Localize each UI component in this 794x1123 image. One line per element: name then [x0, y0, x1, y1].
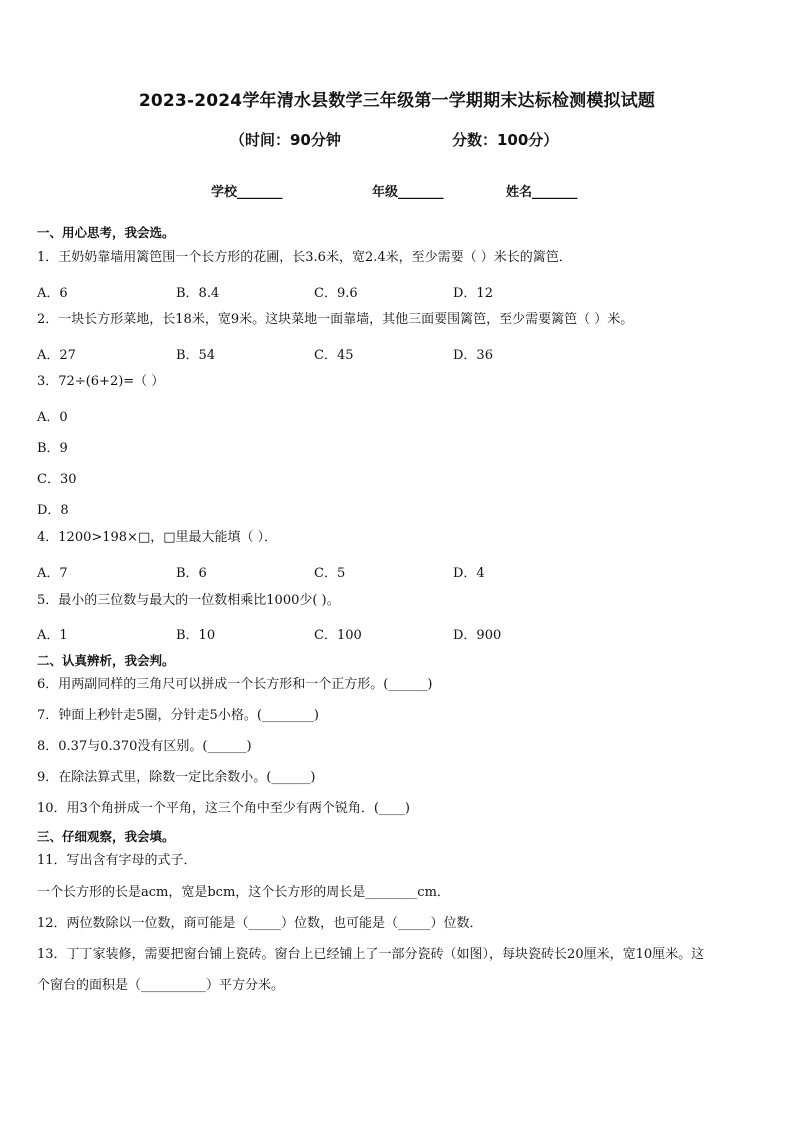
q2-option-c: C．45	[314, 348, 354, 363]
q3-option-c: C．30	[37, 472, 77, 487]
page-title: 2023-2024学年清水县数学三年级第一学期期末达标检测模拟试题	[138, 91, 656, 111]
question-1: 1．王奶奶靠墙用篱笆围一个长方形的花圃，长3.6米，宽2.4米，至少需要（ ）米长的篱笆．	[37, 250, 572, 265]
question-8: 8．0.37与0.370没有区别。(______)	[37, 739, 252, 754]
question-11-line-2: 一个长方形的长是acm，宽是bcm，这个长方形的周长是________cm．	[37, 885, 450, 900]
q4-option-c: C．5	[314, 566, 346, 581]
question-10: 10．用3个角拼成一个平角，这三个角中至少有两个锐角．(____)	[37, 801, 410, 816]
q5-option-a: A．1	[37, 628, 68, 643]
question-9: 9．在除法算式里，除数一定比余数小。(______)	[37, 770, 316, 785]
q4-option-a: A．7	[37, 566, 68, 581]
section-heading-2: 二、认真辨析，我会判。	[37, 653, 175, 668]
question-5: 5．最小的三位数与最大的一位数相乘比1000少( )。	[37, 593, 340, 608]
question-2: 2．一块长方形菜地，长18米，宽9米。这块菜地一面靠墙，其他三面要围篱笆，至少需要篱笆（ ）米。	[37, 312, 634, 327]
q3-option-d: D．8	[37, 503, 69, 518]
q2-option-d: D．36	[453, 348, 493, 363]
q5-option-b: B．10	[176, 628, 216, 643]
q4-option-b: B．6	[176, 566, 207, 581]
section-heading-1: 一、用心思考，我会选。	[37, 225, 175, 240]
q3-option-a: A．0	[37, 410, 68, 425]
q5-option-d: D．900	[453, 628, 502, 643]
question-12: 12．两位数除以一位数，商可能是（_____）位数，也可能是（_____）位数．	[37, 916, 483, 931]
name-field: 姓名_______	[506, 185, 578, 200]
q1-option-c: C．9.6	[314, 286, 358, 301]
exam-time: （时间：90分钟	[230, 131, 341, 149]
q1-option-a: A．6	[37, 286, 68, 301]
question-4: 4．1200>198×□，□里最大能填（ ）．	[37, 530, 278, 545]
q4-option-d: D．4	[453, 566, 485, 581]
question-13: 13．丁丁家装修，需要把窗台铺上瓷砖。窗台上已经铺上了一部分瓷砖（如图），每块瓷砖长20厘米，宽10厘米。这	[37, 947, 705, 962]
q2-option-b: B．54	[176, 348, 216, 363]
question-6: 6．用两副同样的三角尺可以拼成一个长方形和一个正方形。(______)	[37, 677, 433, 692]
exam-score: 分数：100分）	[452, 131, 559, 149]
q5-option-c: C．100	[314, 628, 362, 643]
school-field: 学校_______	[211, 185, 283, 200]
q1-option-d: D．12	[453, 286, 493, 301]
question-3: 3．72÷(6+2)=（ ）	[37, 374, 165, 389]
question-13-line-2: 个窗台的面积是（__________）平方分米。	[37, 978, 285, 993]
question-7: 7．钟面上秒针走5圈，分针走5小格。(________)	[37, 708, 319, 723]
q1-option-b: B．8.4	[176, 286, 220, 301]
q2-option-a: A．27	[37, 348, 76, 363]
q3-option-b: B．9	[37, 441, 68, 456]
question-11: 11．写出含有字母的式子．	[37, 853, 197, 868]
section-heading-3: 三、仔细观察，我会填。	[37, 829, 175, 844]
grade-field: 年级_______	[372, 185, 444, 200]
